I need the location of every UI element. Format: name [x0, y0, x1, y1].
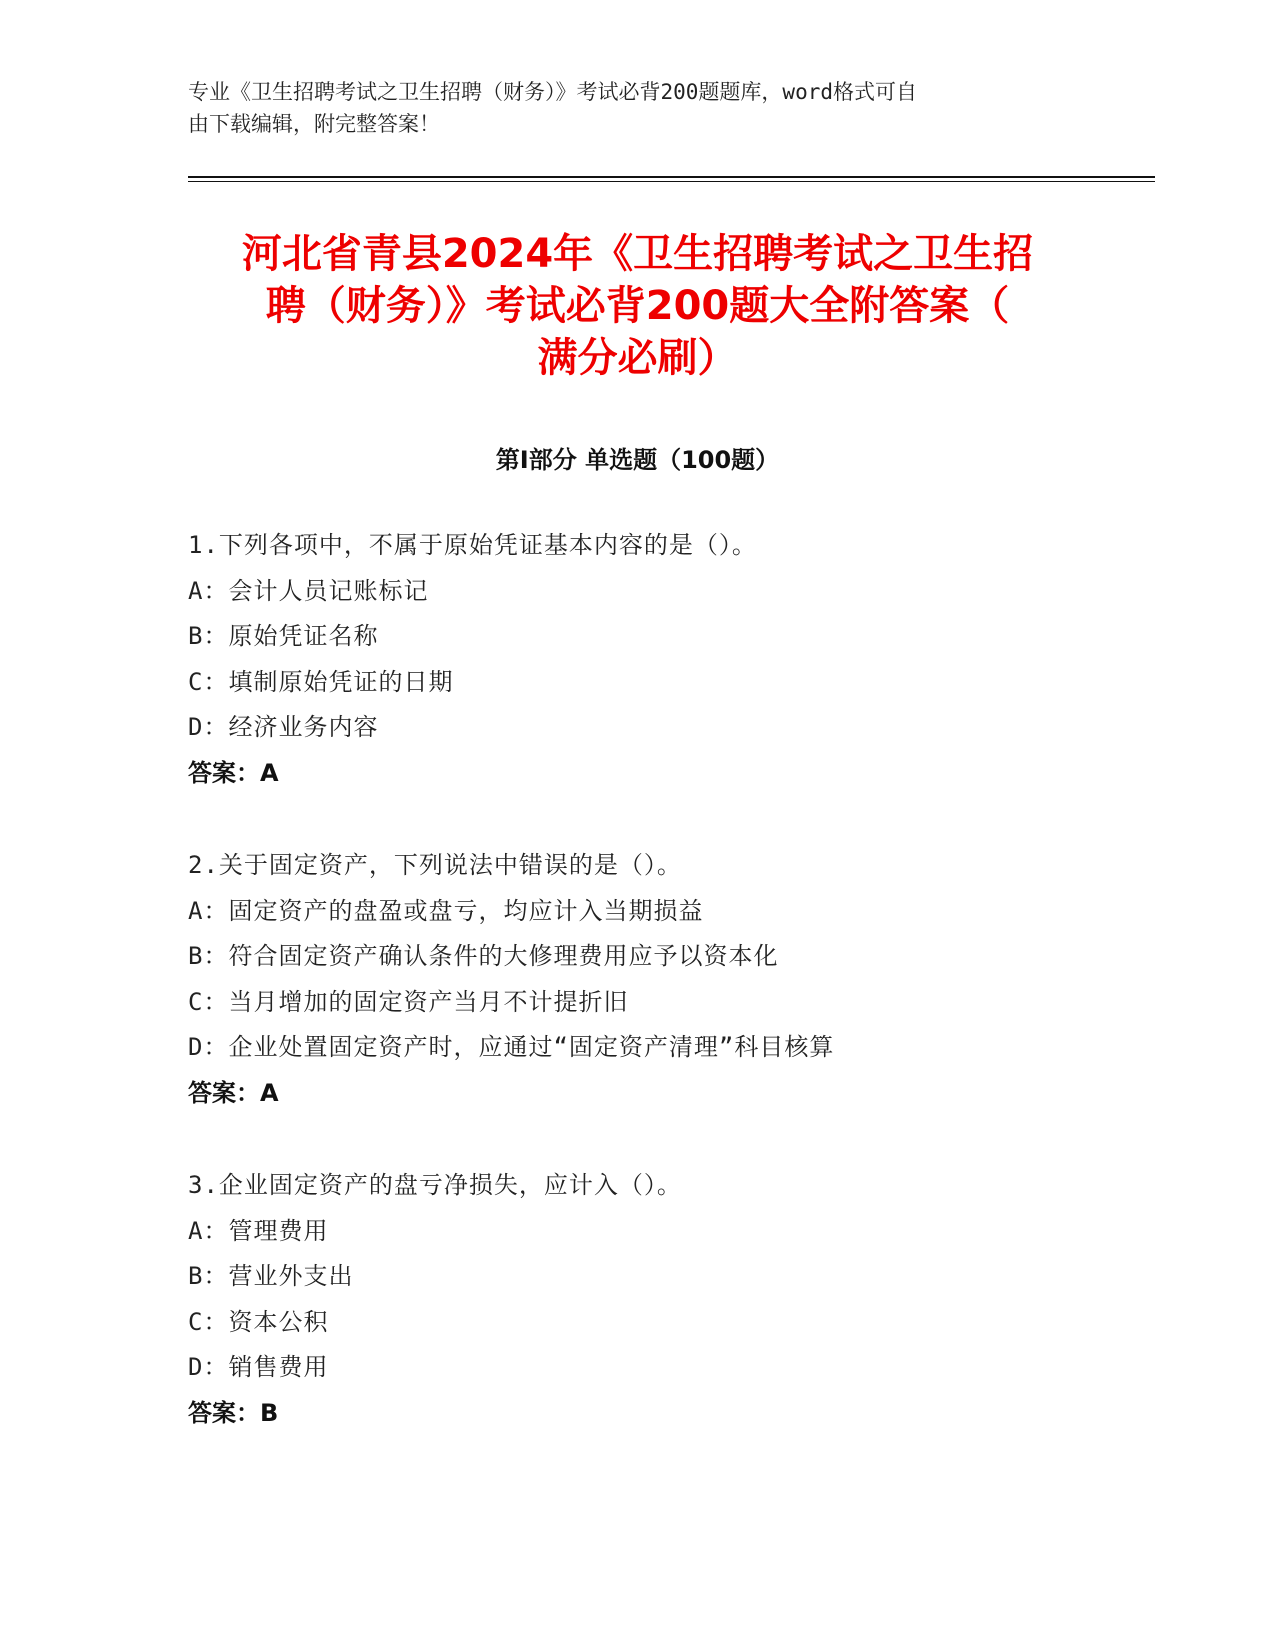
option-a: A：管理费用: [188, 1216, 329, 1245]
header-note-line-1: 专业《卫生招聘考试之卫生招聘（财务）》考试必背200题题库，word格式可自: [188, 80, 917, 104]
section-heading: 第I部分 单选题（100题）: [495, 446, 780, 474]
option-d: D：销售费用: [188, 1353, 329, 1381]
header-divider-thin: [188, 181, 1155, 182]
title-line-3: 满分必刷）: [537, 335, 738, 381]
option-a: A：会计人员记账标记: [188, 576, 429, 605]
document-title: [160, 228, 1115, 384]
question-item: [188, 1163, 1168, 1436]
option-b: B：原始凭证名称: [188, 622, 379, 650]
question-stem: 2.关于固定资产，下列说法中错误的是（）。: [188, 851, 682, 879]
header-note-line-2: 由下载编辑，附完整答案！: [188, 112, 440, 136]
option-d: D：经济业务内容: [188, 713, 379, 741]
question-stem: 3.企业固定资产的盘亏净损失，应计入（）。: [188, 1171, 682, 1199]
answer-text: 答案：B: [188, 1398, 279, 1427]
option-b: B：符合固定资产确认条件的大修理费用应予以资本化: [188, 942, 779, 970]
option-c: C：当月增加的固定资产当月不计提折旧: [188, 987, 629, 1016]
title-line-1: 河北省青县2024年《卫生招聘考试之卫生招: [241, 231, 1034, 277]
header-note: [188, 76, 1068, 140]
question-stem: 1.下列各项中，不属于原始凭证基本内容的是（）。: [188, 531, 757, 559]
option-c: C：资本公积: [188, 1307, 329, 1336]
question-item: [188, 843, 1168, 1116]
answer-text: 答案：A: [188, 758, 279, 787]
option-c: C：填制原始凭证的日期: [188, 667, 454, 696]
header-divider-thick: [188, 176, 1155, 178]
answer-text: 答案：A: [188, 1078, 279, 1107]
question-item: [188, 523, 1168, 796]
title-line-2: 聘（财务）》考试必背200题大全附答案（: [265, 283, 1010, 329]
option-b: B：营业外支出: [188, 1262, 354, 1290]
option-a: A：固定资产的盘盈或盘亏，均应计入当期损益: [188, 896, 704, 925]
option-d: D：企业处置固定资产时，应通过“固定资产清理”科目核算: [188, 1033, 835, 1061]
